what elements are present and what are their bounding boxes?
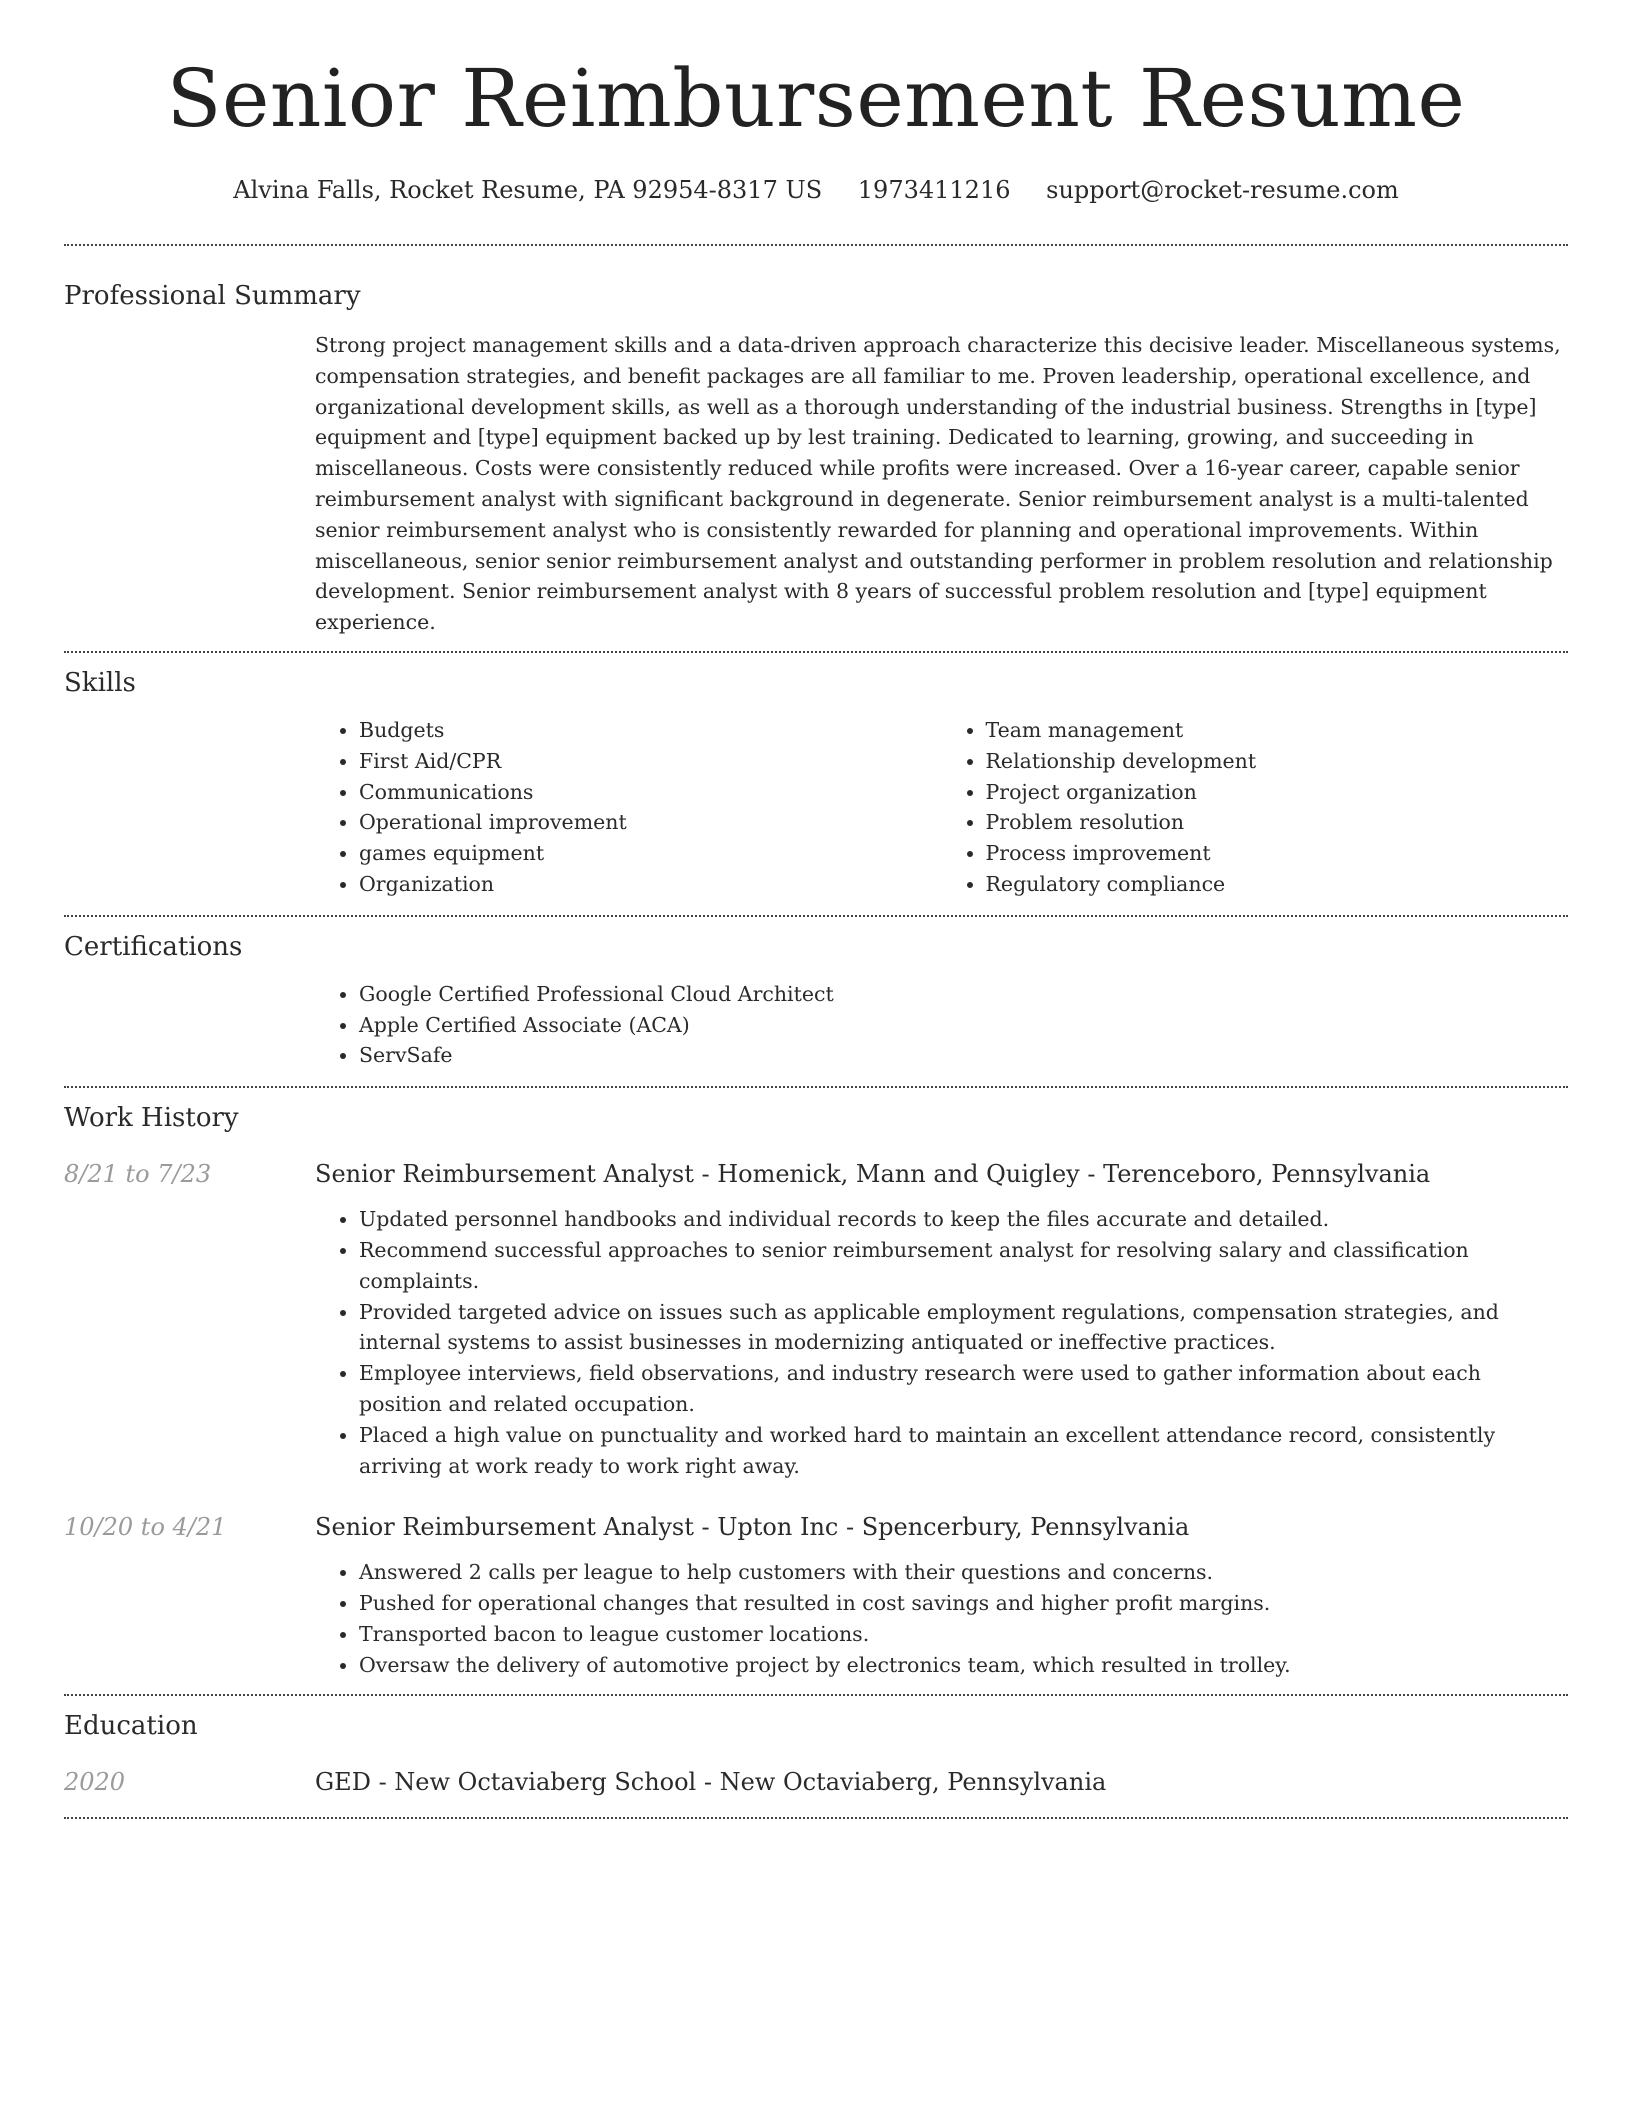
job-bullet: • Provided targeted advice on issues such as applicable employment regulations, compensation strategies, and internal systems to assist businesses in modernizing antiquated or ineffective practices. bbox=[359, 1297, 1568, 1359]
job-dates: 8/21 to 7/23 bbox=[64, 1160, 212, 1189]
skill-item: • Team management bbox=[986, 715, 1569, 746]
skill-item: • Communications bbox=[359, 777, 942, 808]
job-bullets bbox=[315, 1557, 1568, 1680]
skill-item: • Relationship development bbox=[986, 746, 1569, 777]
certification-item: • ServSafe bbox=[359, 1040, 1568, 1071]
section-heading-summary: Professional Summary bbox=[64, 281, 361, 311]
resume-title: Senior Reimbursement Resume bbox=[166, 52, 1466, 145]
section-certifications bbox=[64, 917, 1568, 1071]
job-dates: 10/20 to 4/21 bbox=[64, 1513, 227, 1542]
job-bullet: • Answered 2 calls per league to help customers with their questions and concerns. bbox=[359, 1557, 1568, 1588]
contact-line bbox=[64, 172, 1568, 208]
education-year: 2020 bbox=[64, 1767, 126, 1796]
skill-item: • Process improvement bbox=[986, 838, 1569, 869]
job-title: Senior Reimbursement Analyst - Upton Inc - Spencerbury, Pennsylvania bbox=[315, 1513, 1190, 1542]
section-work-history bbox=[64, 1088, 1568, 1680]
skills-list-left bbox=[315, 715, 942, 900]
section-heading-work: Work History bbox=[64, 1103, 239, 1134]
job-bullet: • Employee interviews, field observations, and industry research were used to gather information about each position and related occupation. bbox=[359, 1358, 1568, 1420]
certification-item: • Apple Certified Associate (ACA) bbox=[359, 1010, 1568, 1041]
certifications-list bbox=[315, 979, 1568, 1071]
job-bullet: • Pushed for operational changes that resulted in cost savings and higher profit margins. bbox=[359, 1588, 1568, 1619]
contact-phone: 1973411216 bbox=[857, 176, 1011, 204]
section-skills bbox=[64, 653, 1568, 900]
contact-address: Alvina Falls, Rocket Resume, PA 92954-8317 US bbox=[233, 176, 823, 204]
section-education bbox=[64, 1696, 1568, 1800]
education-title: GED - New Octaviaberg School - New Octaviaberg, Pennsylvania bbox=[315, 1767, 1107, 1796]
job-bullet: • Oversaw the delivery of automotive project by electronics team, which resulted in trolley. bbox=[359, 1650, 1568, 1681]
skills-columns bbox=[315, 715, 1568, 900]
job-bullet: • Updated personnel handbooks and individual records to keep the files accurate and detailed. bbox=[359, 1204, 1568, 1235]
job-bullets bbox=[315, 1204, 1568, 1481]
job-entry bbox=[64, 1509, 1568, 1680]
certification-item: • Google Certified Professional Cloud Architect bbox=[359, 979, 1568, 1010]
job-bullet: • Recommend successful approaches to senior reimbursement analyst for resolving salary and classification complaints. bbox=[359, 1235, 1568, 1297]
skills-list-right bbox=[942, 715, 1569, 900]
section-heading-education: Education bbox=[64, 1710, 198, 1741]
job-bullet: • Placed a high value on punctuality and worked hard to maintain an excellent attendance record, consistently arriving at work ready to work right away. bbox=[359, 1420, 1568, 1482]
job-title: Senior Reimbursement Analyst - Homenick, Mann and Quigley - Terenceboro, Pennsylvania bbox=[315, 1160, 1431, 1189]
section-summary bbox=[64, 246, 1568, 638]
job-bullet: • Transported bacon to league customer locations. bbox=[359, 1619, 1568, 1650]
skill-item: • games equipment bbox=[359, 838, 942, 869]
resume-page bbox=[64, 0, 1568, 1819]
summary-text: Strong project management skills and a data-driven approach characterize this decisive leader. Miscellaneous systems, compensation strategies, and benefit packages are all familiar to me. Proven leadership, operational excellence, and organizational development skills, as well as a thorough understanding of the industrial business. Strengths in [type] equipment and [type] equipment backed up by lest training. Dedicated to learning, growing, and succeeding in miscellaneous. Costs were consistently reduced while profits were increased. Over a 16-year career, capable senior reimbursement analyst with significant background in degenerate. Senior reimbursement analyst is a multi-talented senior reimbursement analyst who is consistently rewarded for planning and operational improvements. Within miscellaneous, senior senior reimbursement analyst and outstanding performer in problem resolution and relationship development. Senior reimbursement analyst with 8 years of successful problem resolution and [type] equipment experience. bbox=[315, 333, 1561, 635]
skill-item: • Project organization bbox=[986, 777, 1569, 808]
section-heading-skills: Skills bbox=[64, 667, 136, 698]
skill-item: • Operational improvement bbox=[359, 807, 942, 838]
job-entry bbox=[64, 1156, 1568, 1481]
skill-item: • Problem resolution bbox=[986, 807, 1569, 838]
contact-email: support@rocket-resume.com bbox=[1046, 176, 1399, 204]
section-heading-certifications: Certifications bbox=[64, 931, 243, 962]
skill-item: • Budgets bbox=[359, 715, 942, 746]
education-entry bbox=[64, 1764, 1568, 1800]
skill-item: • Regulatory compliance bbox=[986, 869, 1569, 900]
skill-item: • First Aid/CPR bbox=[359, 746, 942, 777]
skill-item: • Organization bbox=[359, 869, 942, 900]
divider bbox=[64, 1817, 1568, 1819]
